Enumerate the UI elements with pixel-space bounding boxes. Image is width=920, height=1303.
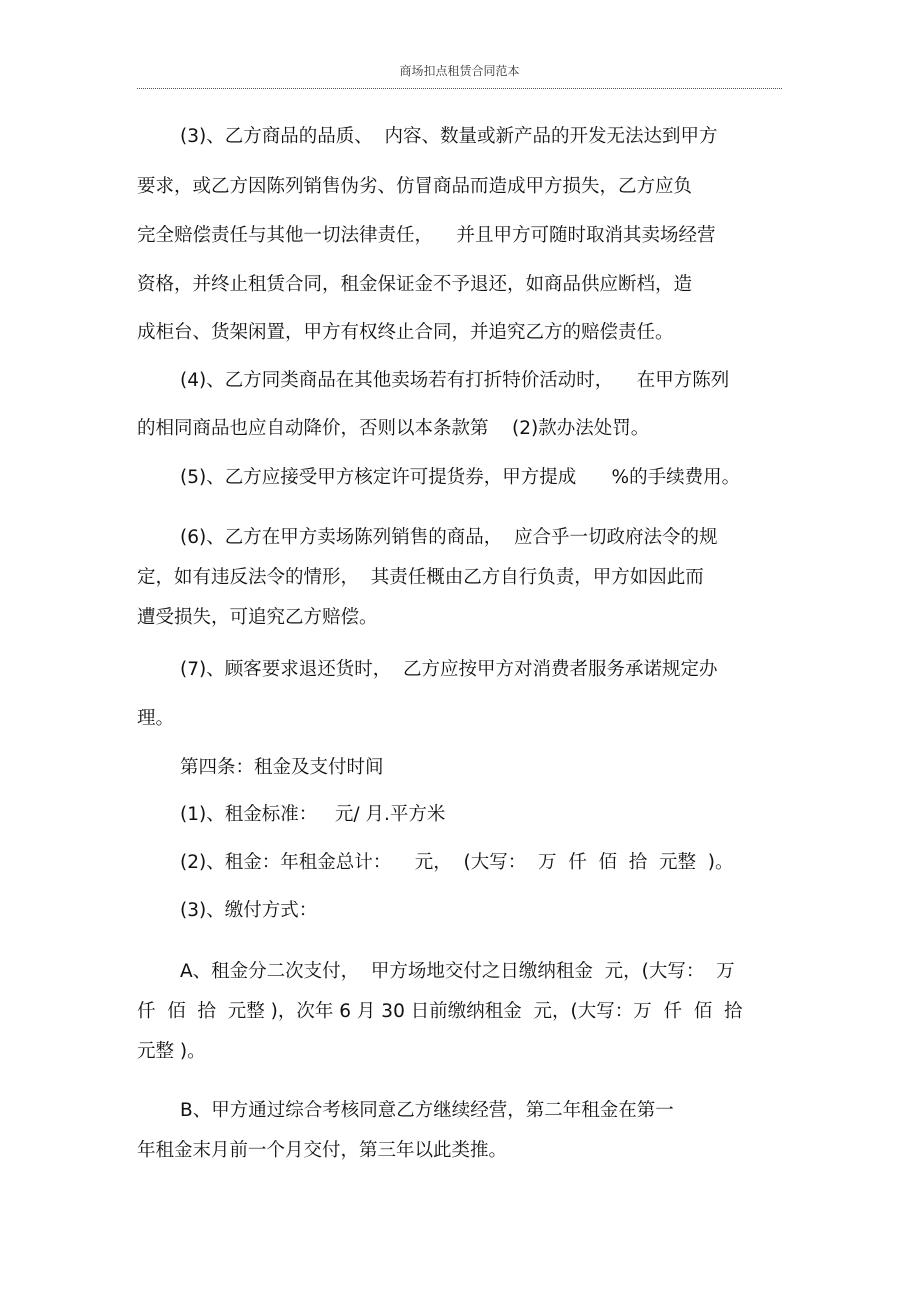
paragraph-line: (5)、乙方应接受甲方核定许可提货券，甲方提成 %的手续费用。 — [180, 467, 741, 488]
paragraph-line: 遭受损失，可追究乙方赔偿。 — [137, 607, 378, 628]
paragraph-line: 仟 佰 拾 元整 )，次年 6 月 30 日前缴纳租金 元，(大写：万 仟 佰 拾 — [137, 1001, 743, 1022]
header-divider — [137, 88, 782, 89]
paragraph-line: 年租金末月前一个月交付，第三年以此类推。 — [137, 1140, 508, 1161]
paragraph-line: 资格，并终止租赁合同，租金保证金不予退还，如商品供应断档，造 — [137, 274, 693, 295]
paragraph-line: A、租金分二次支付， 甲方场地交付之日缴纳租金 元，(大写： 万 — [180, 961, 735, 982]
paragraph-line: 的相同商品也应自动降价，否则以本条款第 (2)款办法处罚。 — [137, 418, 650, 439]
paragraph-line: 完全赔偿责任与其他一切法律责任， 并且甲方可随时取消其卖场经营 — [137, 225, 716, 246]
paragraph-line: (3)、缴付方式： — [180, 900, 318, 921]
section-heading: 第四条：租金及支付时间 — [180, 757, 384, 778]
paragraph-line: 定，如有违反法令的情形， 其责任概由乙方自行负责，甲方如因此而 — [137, 567, 704, 588]
page-header-title: 商场扣点租赁合同范本 — [399, 64, 520, 78]
paragraph-line: (4)、乙方同类商品在其他卖场若有打折特价活动时， 在甲方陈列 — [180, 370, 730, 391]
paragraph-line: 要求，或乙方因陈列销售伪劣、仿冒商品而造成甲方损失，乙方应负 — [137, 176, 693, 197]
paragraph-line: (1)、租金标准： 元/ 月.平方米 — [180, 804, 446, 825]
paragraph-line: 理。 — [137, 708, 175, 729]
paragraph-line: B、甲方通过综合考核同意乙方继续经营，第二年租金在第一 — [180, 1100, 674, 1121]
paragraph-line: (6)、乙方在甲方卖场陈列销售的商品， 应合乎一切政府法令的规 — [180, 527, 718, 548]
paragraph-line: (2)、租金：年租金总计： 元， (大写： 万 仟 佰 拾 元整 )。 — [180, 852, 734, 873]
paragraph-line: (3)、乙方商品的品质、 内容、数量或新产品的开发无法达到甲方 — [180, 126, 718, 147]
paragraph-line: 成柜台、货架闲置，甲方有权终止合同，并追究乙方的赔偿责任。 — [137, 322, 674, 343]
paragraph-line: 元整 )。 — [137, 1041, 206, 1062]
paragraph-line: (7)、顾客要求退还货时， 乙方应按甲方对消费者服务承诺规定办 — [180, 659, 718, 680]
